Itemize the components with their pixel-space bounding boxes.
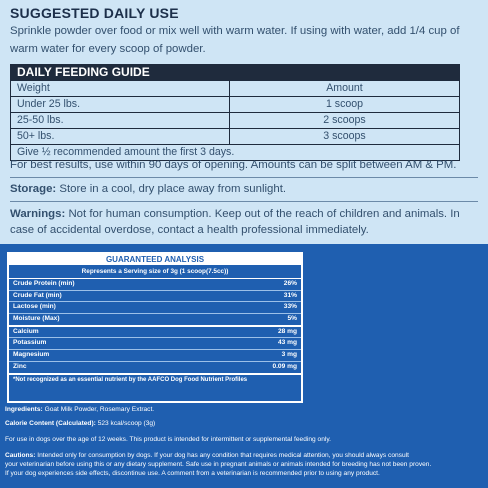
- aafco-note: *Not recognized as an essential nutrient by the AAFCO Dog Food Nutrient Profiles: [13, 376, 248, 383]
- suggested-title: SUGGESTED DAILY USE: [10, 5, 179, 21]
- nutrient-name: Crude Fat (min): [13, 291, 62, 299]
- analysis-row: [9, 327, 301, 339]
- analysis-row: [9, 302, 301, 314]
- nutrient-value: 28 mg: [277, 327, 297, 335]
- cautions-text-1: Intended only for consumption by dogs. If your dog has any condition that requires medical attention, you should always consult: [37, 452, 409, 459]
- nutrient-value: 26%: [283, 280, 297, 287]
- calorie-text: 523 kcal/scoop (3g): [97, 420, 156, 427]
- cautions-line-3: If your dog experiences side effects, discontinue use. A comment from a veterinarian is recommended prior to using any product.: [5, 470, 380, 477]
- storage-line: [10, 180, 286, 198]
- feeding-guide-title: DAILY FEEDING GUIDE: [11, 65, 459, 80]
- suggested-line-2: warm water for every scoop of powder.: [10, 43, 206, 55]
- warnings-line-2: case of accidental overdose, contact a health professional immediately.: [10, 224, 369, 236]
- serving-size: Represents a Serving size of 3g (1 scoop(7.5cc)): [9, 265, 301, 279]
- nutrient-name: Lactose (min): [13, 303, 56, 311]
- feeding-row: [11, 128, 459, 144]
- analysis-row: [9, 314, 301, 327]
- nutrient-name: Crude Protein (min): [13, 280, 75, 287]
- analysis-row: [9, 291, 301, 303]
- feeding-row: [11, 112, 459, 128]
- warnings-text-1: Not for human consumption. Keep out of the reach of children and animals. In: [68, 208, 460, 220]
- nutrient-value: 5%: [287, 315, 297, 323]
- cautions-line-2: your veterinarian before using this or any dietary supplement. Safe use in pregnant animals or animals intended for breeding has not been proven.: [5, 461, 432, 468]
- analysis-row: [9, 362, 301, 375]
- storage-label: Storage:: [10, 183, 57, 195]
- amount-cell: 2 scoops: [323, 114, 366, 126]
- feeding-note: Give ½ recommended amount the first 3 days.: [17, 146, 235, 158]
- calorie-line: [5, 419, 155, 428]
- analysis-row: [9, 338, 301, 350]
- analysis-row: [9, 350, 301, 362]
- use-note: For use in dogs over the age of 12 weeks. This product is intended for intermittent or supplemental feeding only.: [5, 436, 331, 443]
- amount-header: Amount: [326, 82, 363, 94]
- weight-cell: 25-50 lbs.: [11, 113, 230, 128]
- feeding-row: [11, 96, 459, 112]
- storage-text: Store in a cool, dry place away from sunlight.: [59, 183, 287, 195]
- ingredients-label: Ingredients:: [5, 406, 43, 413]
- divider: [10, 201, 478, 202]
- weight-header: Weight: [11, 81, 230, 96]
- nutrient-name: Calcium: [13, 327, 39, 335]
- nutrient-name: Moisture (Max): [13, 315, 60, 323]
- analysis-section: [0, 244, 488, 488]
- best-results-text: For best results, use within 90 days of opening. Amounts can be split between AM & PM.: [10, 159, 457, 171]
- divider: [10, 177, 478, 178]
- nutrient-value: 3 mg: [281, 351, 297, 359]
- ingredients-line: [5, 405, 154, 414]
- nutrient-name: Magnesium: [13, 351, 50, 359]
- analysis-row: [9, 279, 301, 291]
- amount-cell: 1 scoop: [325, 98, 364, 110]
- weight-cell: Under 25 lbs.: [11, 97, 230, 112]
- nutrient-value: 31%: [283, 291, 297, 299]
- warnings-label: Warnings:: [10, 208, 66, 220]
- nutrient-value: 33%: [283, 303, 297, 311]
- nutrient-value: 0.09 mg: [272, 362, 297, 370]
- cautions-label: Cautions:: [5, 452, 36, 459]
- nutrient-value: 43 mg: [277, 339, 297, 347]
- amount-cell: 3 scoops: [323, 130, 366, 142]
- nutrient-name: Potassium: [13, 339, 47, 347]
- feeding-guide-table: [10, 64, 460, 161]
- cautions-line-1: [5, 451, 409, 460]
- weight-cell: 50+ lbs.: [11, 129, 230, 144]
- feeding-header-row: [11, 80, 459, 96]
- guaranteed-analysis-box: [7, 252, 303, 403]
- suggested-line-1: Sprinkle powder over food or mix well with warm water. If using with water, add 1/4 cup of: [10, 25, 460, 37]
- analysis-title: GUARANTEED ANALYSIS: [9, 254, 301, 265]
- nutrient-name: Zinc: [13, 362, 27, 370]
- ingredients-text: Goat Milk Powder, Rosemary Extract.: [44, 406, 155, 413]
- calorie-label: Calorie Content (Calculated):: [5, 420, 96, 427]
